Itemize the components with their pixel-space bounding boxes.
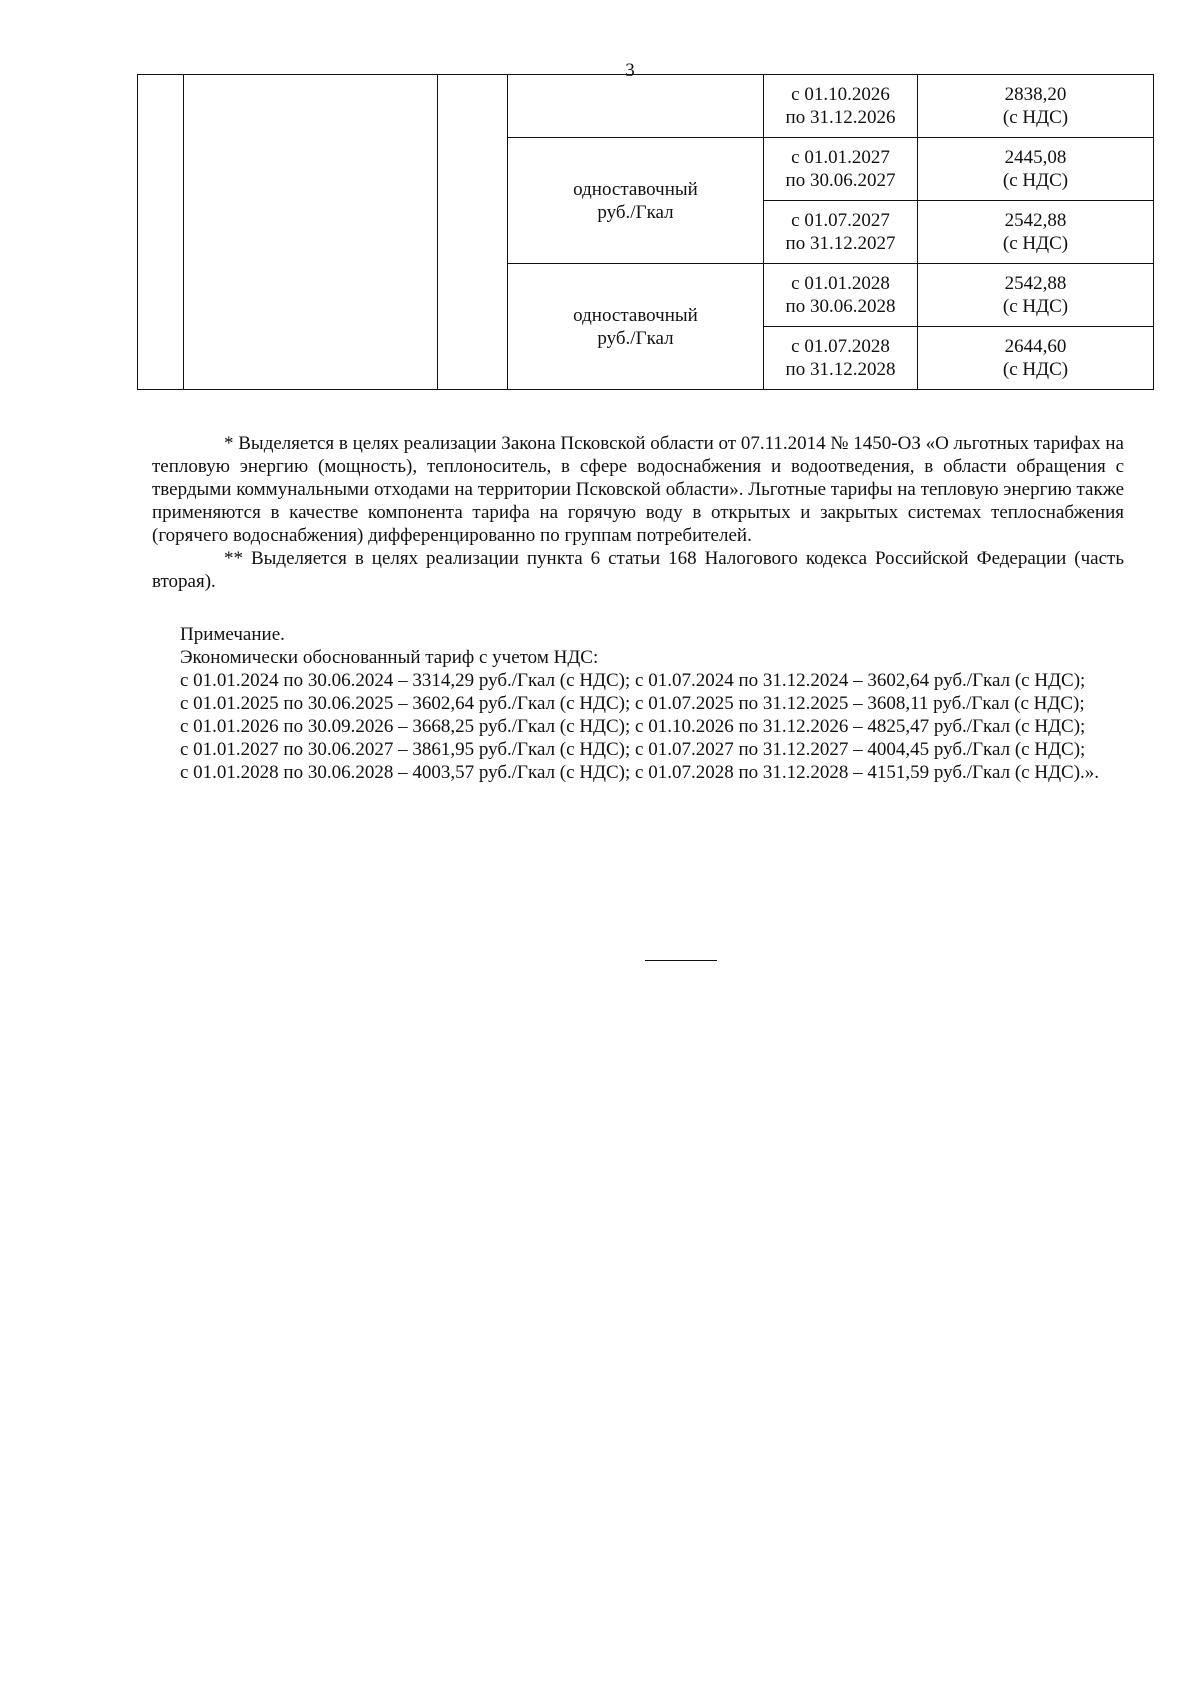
tariff-type-cell: одноставочный руб./Гкал <box>508 138 764 264</box>
period-cell: с 01.10.2026 по 31.12.2026 <box>764 75 918 138</box>
period-cell: с 01.07.2027 по 31.12.2027 <box>764 201 918 264</box>
period-cell: с 01.07.2028 по 31.12.2028 <box>764 327 918 390</box>
table-row <box>138 75 1154 138</box>
price-cell: 2644,60 (с НДС) <box>918 327 1154 390</box>
footnote-2: ** Выделяется в целях реализации пункта 6 статьи 168 Налогового кодекса Российской Федерации (часть вторая). <box>152 548 1124 592</box>
price-cell: 2542,88 (с НДС) <box>918 201 1154 264</box>
end-divider <box>645 960 717 961</box>
page-number: 3 <box>625 60 635 81</box>
period-cell: с 01.01.2028 по 30.06.2028 <box>764 264 918 327</box>
price-cell: 2542,88 (с НДС) <box>918 264 1154 327</box>
empty-cell-col3 <box>438 75 508 390</box>
period-cell: с 01.01.2027 по 30.06.2027 <box>764 138 918 201</box>
note-heading: Примечание. <box>180 624 285 645</box>
price-cell: 2445,08 (с НДС) <box>918 138 1154 201</box>
tariff-table <box>137 74 1154 390</box>
empty-cell-col2 <box>184 75 438 390</box>
price-cell: 2838,20 (с НДС) <box>918 75 1154 138</box>
note-line: с 01.01.2026 по 30.09.2026 – 3668,25 руб./Гкал (с НДС); с 01.10.2026 по 31.12.2026 – 4825,47 руб./Гкал (с НДС); <box>180 716 1086 737</box>
footnote-1: * Выделяется в целях реализации Закона Псковской области от 07.11.2014 № 1450-ОЗ «О льготных тарифах на тепловую энергию (мощность), теплоноситель, в сфере водоснабжения и водоотведения, в области обращения с твердыми коммунальными отходами на территории Псковской области». Льготные тарифы на тепловую энергию также применяются в качестве компонента тарифа на горячую воду в открытых и закрытых системах теплоснабжения (горячего водоснабжения) дифференцированно по группам потребителей. <box>152 433 1124 546</box>
note-subheading: Экономически обоснованный тариф с учетом НДС: <box>180 647 599 668</box>
notes-section <box>152 432 1124 784</box>
note-line: с 01.01.2024 по 30.06.2024 – 3314,29 руб./Гкал (с НДС); с 01.07.2024 по 31.12.2024 – 3602,64 руб./Гкал (с НДС); <box>180 670 1086 691</box>
empty-cell-type <box>508 75 764 138</box>
note-line: с 01.01.2027 по 30.06.2027 – 3861,95 руб./Гкал (с НДС); с 01.07.2027 по 31.12.2027 – 4004,45 руб./Гкал (с НДС); <box>180 739 1086 760</box>
note-line: с 01.01.2028 по 30.06.2028 – 4003,57 руб./Гкал (с НДС); с 01.07.2028 по 31.12.2028 – 4151,59 руб./Гкал (с НДС).». <box>180 762 1100 783</box>
empty-cell-col1 <box>138 75 184 390</box>
spacer <box>152 593 1124 623</box>
tariff-type-cell: одноставочный руб./Гкал <box>508 264 764 390</box>
note-line: с 01.01.2025 по 30.06.2025 – 3602,64 руб./Гкал (с НДС); с 01.07.2025 по 31.12.2025 – 3608,11 руб./Гкал (с НДС); <box>180 693 1085 714</box>
